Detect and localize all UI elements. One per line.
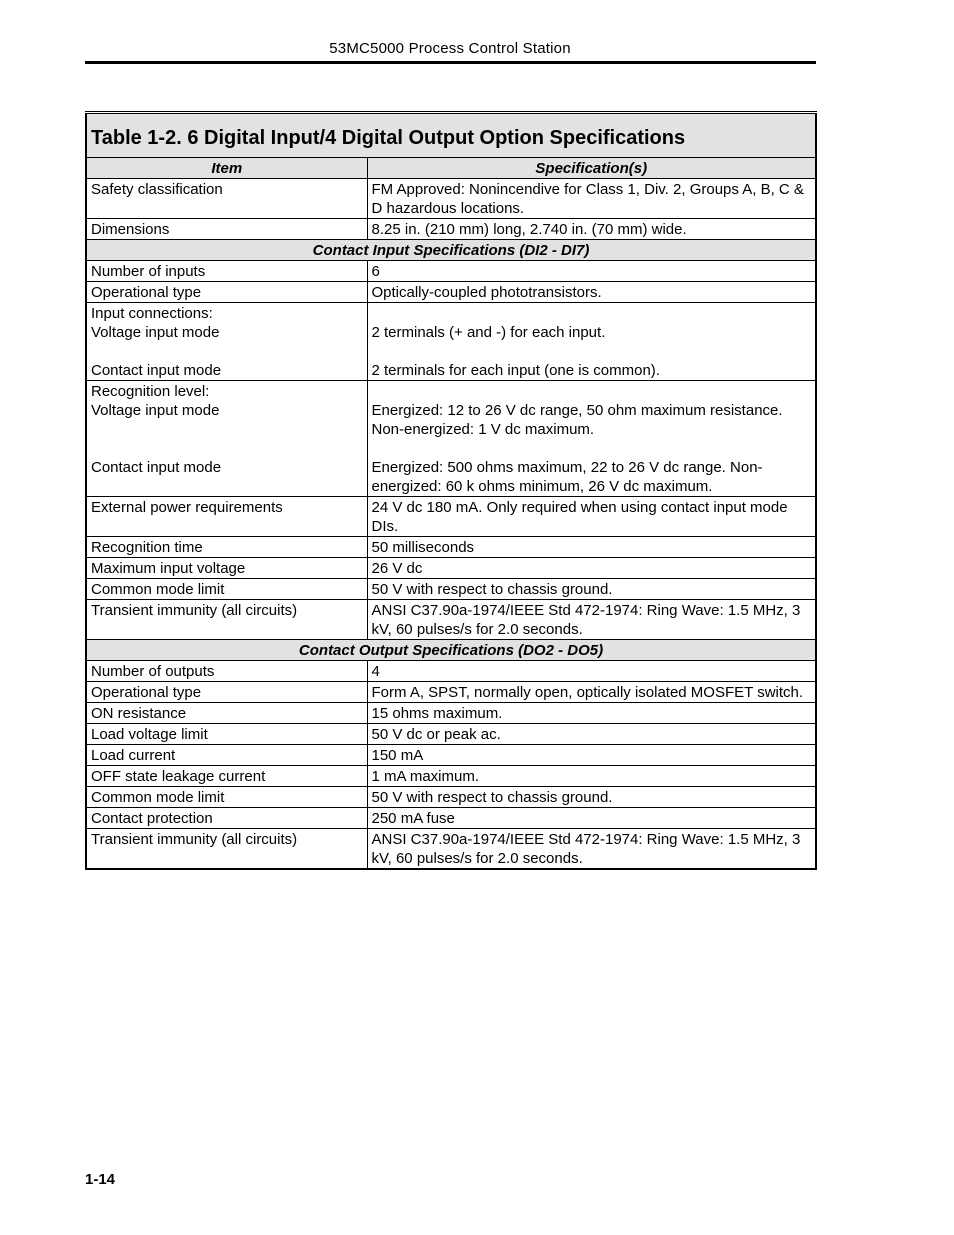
contact-mode-label: Contact input mode (91, 362, 222, 379)
header-rule (85, 61, 816, 64)
spec-cell: 50 milliseconds (367, 537, 816, 558)
item-cell: Contact protection (86, 808, 367, 829)
spec-table (85, 111, 817, 870)
input-section-header: Contact Input Specifications (DI2 - DI7) (86, 240, 816, 261)
table-row (86, 766, 816, 787)
table-title: Table 1-2. 6 Digital Input/4 Digital Output Option Specifications (86, 113, 816, 158)
table-row (86, 745, 816, 766)
table-row (86, 703, 816, 724)
table-row (86, 381, 816, 497)
table-row (86, 579, 816, 600)
table-row (86, 808, 816, 829)
table-row (86, 661, 816, 682)
table-row (86, 497, 816, 537)
table-row (86, 558, 816, 579)
table-row (86, 219, 816, 240)
spec-cell: 6 (367, 261, 816, 282)
section-header-row (86, 640, 816, 661)
voltage-mode-label: Voltage input mode (91, 324, 220, 341)
item-cell: Operational type (86, 282, 367, 303)
spec-cell: 1 mA maximum. (367, 766, 816, 787)
spec-cell: 150 mA (367, 745, 816, 766)
input-connections-label: Input connections: (91, 305, 213, 322)
table-row (86, 282, 816, 303)
spec-cell: Optically-coupled phototransistors. (367, 282, 816, 303)
item-cell: Safety classification (86, 179, 367, 219)
spec-cell: 24 V dc 180 mA. Only required when using contact input mode DIs. (367, 497, 816, 537)
spec-cell (367, 381, 816, 497)
table-row (86, 787, 816, 808)
item-cell (86, 381, 367, 497)
spec-cell: FM Approved: Nonincendive for Class 1, Div. 2, Groups A, B, C & D hazardous locations. (367, 179, 816, 219)
spec-cell (367, 303, 816, 381)
item-cell: Operational type (86, 682, 367, 703)
item-cell: Maximum input voltage (86, 558, 367, 579)
column-header-spec: Specification(s) (367, 158, 816, 179)
running-header: 53MC5000 Process Control Station (329, 40, 571, 57)
spec-cell: 250 mA fuse (367, 808, 816, 829)
table-row (86, 724, 816, 745)
spec-cell: Form A, SPST, normally open, optically isolated MOSFET switch. (367, 682, 816, 703)
table-title-row (86, 113, 816, 158)
column-header-row (86, 158, 816, 179)
item-cell: ON resistance (86, 703, 367, 724)
spec-cell: 8.25 in. (210 mm) long, 2.740 in. (70 mm) wide. (367, 219, 816, 240)
spec-cell: ANSI C37.90a-1974/IEEE Std 472-1974: Ring Wave: 1.5 MHz, 3 kV, 60 pulses/s for 2.0 seconds. (367, 600, 816, 640)
spec-cell: 26 V dc (367, 558, 816, 579)
table-row (86, 179, 816, 219)
recognition-level-label: Recognition level: (91, 383, 210, 400)
item-cell: Common mode limit (86, 787, 367, 808)
spec-cell: 50 V dc or peak ac. (367, 724, 816, 745)
table-row (86, 829, 816, 870)
spec-cell: 4 (367, 661, 816, 682)
spec-cell: 50 V with respect to chassis ground. (367, 787, 816, 808)
table-row (86, 682, 816, 703)
column-header-item: Item (86, 158, 367, 179)
table-row (86, 537, 816, 558)
item-cell: Number of outputs (86, 661, 367, 682)
item-cell: External power requirements (86, 497, 367, 537)
voltage-mode-spec: Energized: 12 to 26 V dc range, 50 ohm maximum resistance. Non-energized: 1 V dc maximum. (371, 402, 783, 438)
output-section-header: Contact Output Specifications (DO2 - DO5) (86, 640, 816, 661)
item-cell: Dimensions (86, 219, 367, 240)
section-header-row (86, 240, 816, 261)
spec-cell: ANSI C37.90a-1974/IEEE Std 472-1974: Ring Wave: 1.5 MHz, 3 kV, 60 pulses/s for 2.0 seconds. (367, 829, 816, 870)
table-row (86, 261, 816, 282)
table-row (86, 303, 816, 381)
item-cell: OFF state leakage current (86, 766, 367, 787)
spec-cell: 50 V with respect to chassis ground. (367, 579, 816, 600)
item-cell (86, 303, 367, 381)
item-cell: Common mode limit (86, 579, 367, 600)
voltage-mode-spec: 2 terminals (+ and -) for each input. (371, 324, 606, 341)
item-cell: Transient immunity (all circuits) (86, 600, 367, 640)
spec-cell: 15 ohms maximum. (367, 703, 816, 724)
item-cell: Number of inputs (86, 261, 367, 282)
contact-mode-spec: 2 terminals for each input (one is common). (371, 362, 660, 379)
page-number: 1-14 (85, 1171, 116, 1188)
item-cell: Load voltage limit (86, 724, 367, 745)
contact-mode-label: Contact input mode (91, 459, 222, 476)
voltage-mode-label: Voltage input mode (91, 402, 220, 419)
item-cell: Load current (86, 745, 367, 766)
contact-mode-spec: Energized: 500 ohms maximum, 22 to 26 V dc range. Non-energized: 60 k ohms minimum, 26 V dc maximum. (371, 459, 763, 495)
item-cell: Transient immunity (all circuits) (86, 829, 367, 870)
table-row (86, 600, 816, 640)
item-cell: Recognition time (86, 537, 367, 558)
